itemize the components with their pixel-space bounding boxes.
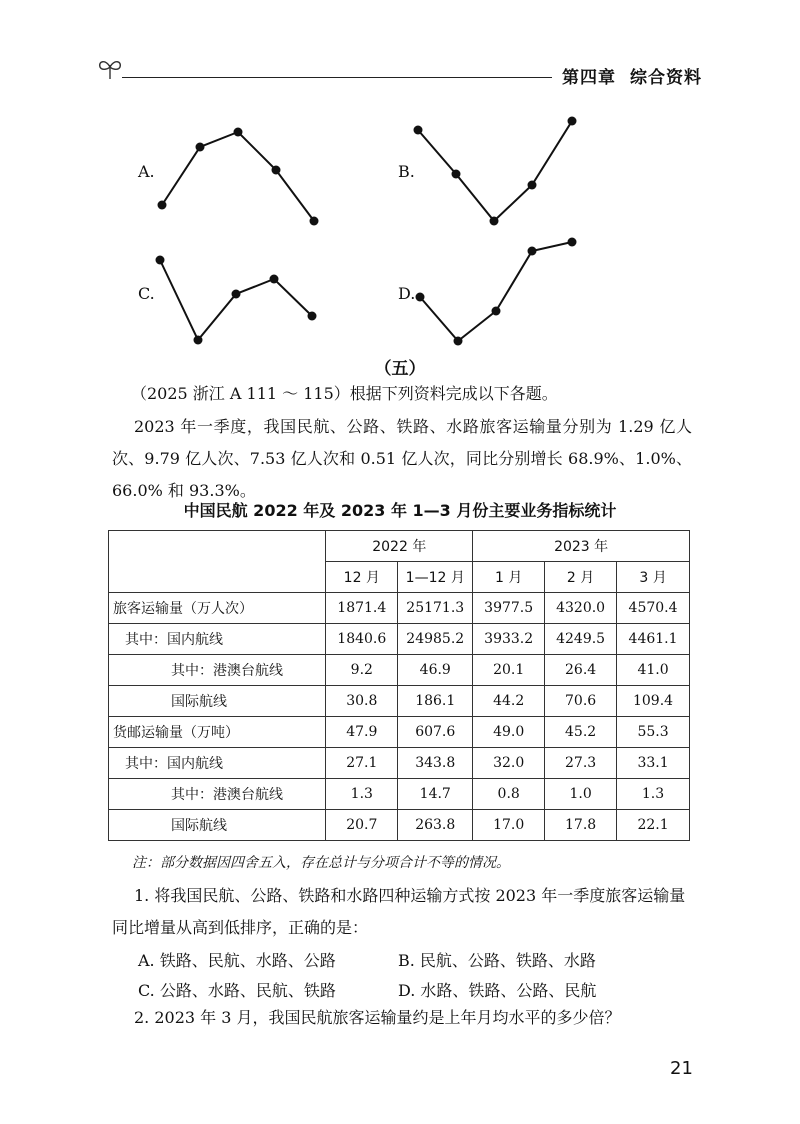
table-row bbox=[109, 748, 690, 779]
option-a-label: A. bbox=[138, 162, 155, 181]
row-label: 其中：国内航线 bbox=[109, 748, 326, 779]
column-header: 1—12 月 bbox=[398, 562, 473, 593]
table-header-row bbox=[109, 531, 690, 562]
source-line: （2025 浙江 A 111 ～ 115）根据下列资料完成以下各题。 bbox=[131, 384, 558, 403]
option-b-label: B. bbox=[398, 162, 415, 181]
table-title: 中国民航 2022 年及 2023 年 1—3 月份主要业务指标统计 bbox=[183, 501, 617, 520]
option-d-line bbox=[416, 238, 577, 346]
row-label: 旅客运输量（万人次） bbox=[109, 593, 326, 624]
table-cell: 4249.5 bbox=[545, 624, 617, 655]
table-cell: 607.6 bbox=[398, 717, 473, 748]
column-header: 2 月 bbox=[545, 562, 617, 593]
table-cell: 45.2 bbox=[545, 717, 617, 748]
table-cell: 1.3 bbox=[326, 779, 398, 810]
table-cell: 1.3 bbox=[617, 779, 690, 810]
table-cell: 0.8 bbox=[473, 779, 545, 810]
row-label: 其中：港澳台航线 bbox=[109, 655, 326, 686]
table-cell: 27.1 bbox=[326, 748, 398, 779]
table-cell: 47.9 bbox=[326, 717, 398, 748]
table-cell: 26.4 bbox=[545, 655, 617, 686]
table-cell: 70.6 bbox=[545, 686, 617, 717]
row-label: 货邮运输量（万吨） bbox=[109, 717, 326, 748]
table-cell: 186.1 bbox=[398, 686, 473, 717]
table-cell: 24985.2 bbox=[398, 624, 473, 655]
table-row bbox=[109, 810, 690, 841]
column-header: 12 月 bbox=[326, 562, 398, 593]
table-cell: 4320.0 bbox=[545, 593, 617, 624]
stats-table bbox=[108, 530, 690, 841]
table-cell: 3977.5 bbox=[473, 593, 545, 624]
row-label: 其中：港澳台航线 bbox=[109, 779, 326, 810]
q1-option-b[interactable]: B. 民航、公路、铁路、水路 bbox=[398, 951, 596, 970]
option-a-line bbox=[158, 128, 319, 226]
table-cell: 49.0 bbox=[473, 717, 545, 748]
table-cell: 1.0 bbox=[545, 779, 617, 810]
q1-option-a[interactable]: A. 铁路、民航、水路、公路 bbox=[138, 951, 336, 970]
q1-option-c[interactable]: C. 公路、水路、民航、铁路 bbox=[138, 981, 336, 1000]
header-2023: 2023 年 bbox=[473, 531, 690, 562]
option-line-figures bbox=[0, 0, 800, 360]
table-cell: 41.0 bbox=[617, 655, 690, 686]
row-label: 国际航线 bbox=[109, 686, 326, 717]
option-b-line bbox=[414, 117, 577, 226]
table-row bbox=[109, 686, 690, 717]
option-c-line bbox=[156, 256, 317, 345]
table-cell: 44.2 bbox=[473, 686, 545, 717]
table-row bbox=[109, 593, 690, 624]
option-d-label: D. bbox=[398, 284, 416, 303]
table-row bbox=[109, 624, 690, 655]
table-cell: 33.1 bbox=[617, 748, 690, 779]
table-cell: 4461.1 bbox=[617, 624, 690, 655]
table-row bbox=[109, 779, 690, 810]
table-corner-cell bbox=[109, 531, 326, 593]
row-label: 国际航线 bbox=[109, 810, 326, 841]
table-cell: 20.1 bbox=[473, 655, 545, 686]
table-cell: 55.3 bbox=[617, 717, 690, 748]
table-cell: 9.2 bbox=[326, 655, 398, 686]
column-header: 1 月 bbox=[473, 562, 545, 593]
option-c-label: C. bbox=[138, 284, 155, 303]
table-cell: 46.9 bbox=[398, 655, 473, 686]
column-header: 3 月 bbox=[617, 562, 690, 593]
table-note: 注：部分数据因四舍五入，存在总计与分项合计不等的情况。 bbox=[132, 855, 510, 871]
q1-option-d[interactable]: D. 水路、铁路、公路、民航 bbox=[398, 981, 597, 1000]
chapter-title: 综合资料 bbox=[630, 68, 702, 88]
table-cell: 25171.3 bbox=[398, 593, 473, 624]
chapter-label: 第四章 bbox=[562, 68, 616, 88]
table-cell: 1840.6 bbox=[326, 624, 398, 655]
table-cell: 20.7 bbox=[326, 810, 398, 841]
table-row bbox=[109, 717, 690, 748]
table-cell: 17.0 bbox=[473, 810, 545, 841]
question-2: 2. 2023 年 3 月，我国民航旅客运输量约是上年月均水平的多少倍？ bbox=[134, 1008, 621, 1027]
section-title: （五） bbox=[374, 359, 426, 379]
table-cell: 14.7 bbox=[398, 779, 473, 810]
table-cell: 22.1 bbox=[617, 810, 690, 841]
table-cell: 263.8 bbox=[398, 810, 473, 841]
header-2022: 2022 年 bbox=[326, 531, 473, 562]
table-row bbox=[109, 655, 690, 686]
table-cell: 1871.4 bbox=[326, 593, 398, 624]
intro-paragraph: 2023 年一季度，我国民航、公路、铁路、水路旅客运输量分别为 1.29 亿人次、9.79 亿人次、7.53 亿人次和 0.51 亿人次，同比分别增长 68.9%、1.0%、66.0% 和 93.3%。 bbox=[112, 417, 692, 500]
table-cell: 343.8 bbox=[398, 748, 473, 779]
table-cell: 109.4 bbox=[617, 686, 690, 717]
table-cell: 30.8 bbox=[326, 686, 398, 717]
row-label: 其中：国内航线 bbox=[109, 624, 326, 655]
table-cell: 3933.2 bbox=[473, 624, 545, 655]
table-cell: 4570.4 bbox=[617, 593, 690, 624]
table-cell: 17.8 bbox=[545, 810, 617, 841]
table-cell: 32.0 bbox=[473, 748, 545, 779]
table-cell: 27.3 bbox=[545, 748, 617, 779]
question-1: 1. 将我国民航、公路、铁路和水路四种运输方式按 2023 年一季度旅客运输量同比增量从高到低排序，正确的是： bbox=[112, 886, 686, 937]
page-number: 21 bbox=[670, 1058, 693, 1079]
